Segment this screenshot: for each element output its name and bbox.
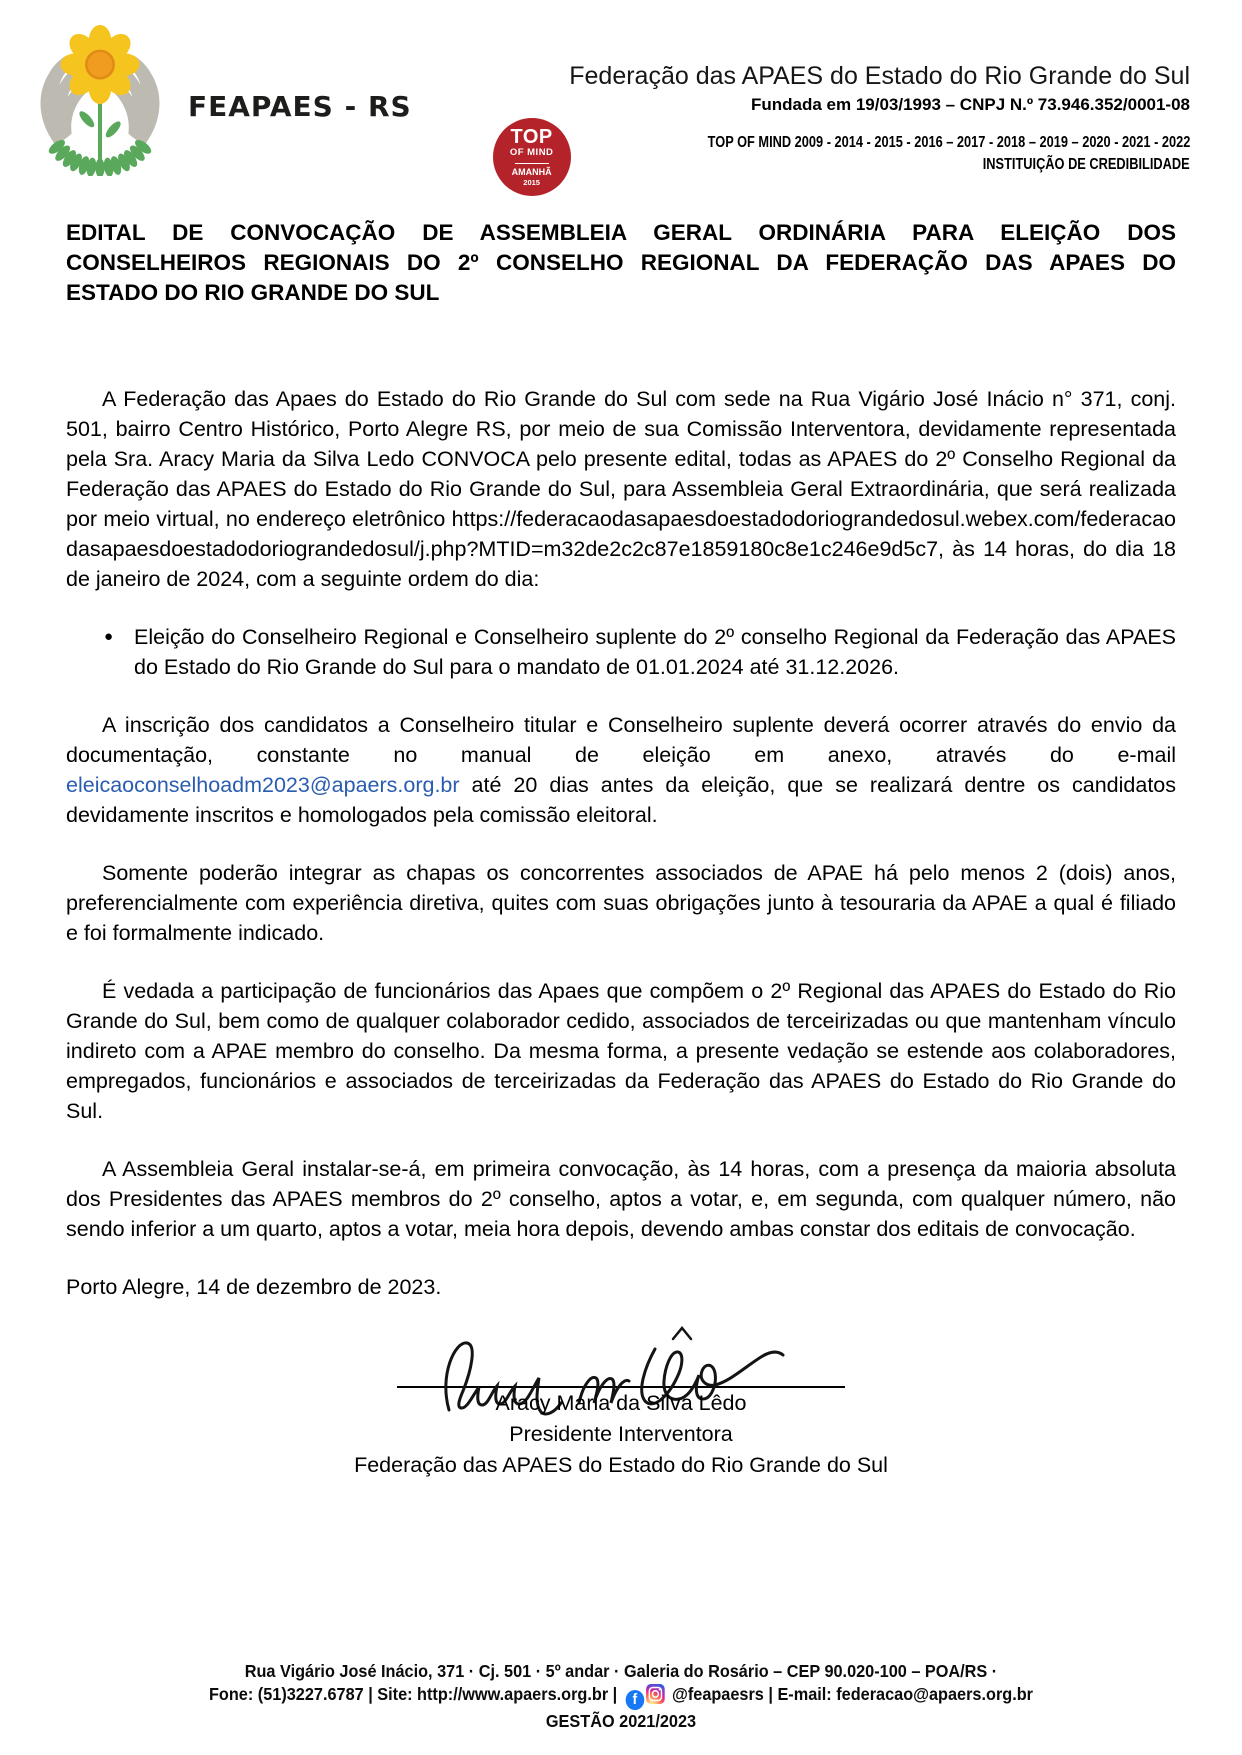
- social-handle: @feapaesrs: [671, 1684, 764, 1704]
- feapaes-logo: [24, 24, 412, 176]
- facebook-icon: f: [625, 1690, 644, 1710]
- agenda-item-text: Eleição do Conselheiro Regional e Conselheiro suplente do 2º conselho Regional da Federação das APAES do Estado do Rio Grande do Sul para o mandato de 01.01.2024 até 31.12.2026.: [134, 625, 1176, 679]
- paragraph-registration: [66, 710, 1176, 830]
- election-email-link[interactable]: eleicaoconselhoadm2023@apaers.org.br: [66, 773, 460, 797]
- paragraph-convocation-tail: , às 14 horas, do dia 18 de janeiro de 2024, com a seguinte ordem do dia:: [66, 537, 1176, 591]
- paragraph-convocation-text: A Federação das Apaes do Estado do Rio Grande do Sul com sede na Rua Vigário José Inácio n° 371, conj. 501, bairro Centro Histórico, Porto Alegre RS, por meio de sua Comissão Interventora, devidamente representada pela Sra. Aracy Maria da Silva Ledo CONVOCA pelo presente edital, todas as APAES do 2º Conselho Regional da Federação das APAES do Estado do Rio Grande do Sul, para Assembleia Geral Extraordinária, que será realizada por meio virtual, no endereço eletrônico: [66, 387, 1176, 531]
- instagram-icon: [646, 1684, 665, 1704]
- credibility-line: INSTITUIÇÃO DE CREDIBILIDADE: [983, 156, 1190, 173]
- footer-contact-prefix: Fone: (51)3227.6787 | Site: http://www.apaers.org.br |: [208, 1684, 622, 1704]
- document-body: [66, 218, 1176, 1481]
- paragraph-registration-text: A inscrição dos candidatos a Conselheiro titular e Conselheiro suplente deverá ocorrer através do envio da documentação, constante no manual de eleição em anexo, através do e-mail: [66, 713, 1176, 767]
- footer-address: Rua Vigário José Inácio, 371 · Cj. 501 · 5º andar · Galeria do Rosário – CEP 90.020-100 – POA/RS ·: [244, 1661, 998, 1681]
- letterhead-right: [493, 62, 1190, 196]
- title-line: EDITAL DE CONVOCAÇÃO DE ASSEMBLEIA GERAL ORDINÁRIA PARA ELEIÇÃO DOS: [66, 220, 1176, 245]
- document-title: [66, 218, 1176, 308]
- top-of-mind-lines: [587, 122, 1190, 176]
- place-date-line: Porto Alegre, 14 de dezembro de 2023.: [66, 1275, 442, 1299]
- footer-contact: [43, 1683, 1198, 1710]
- founded-cnpj-line: Fundada em 19/03/1993 – CNPJ N.º 73.946.352/0001-08: [750, 95, 1190, 114]
- agenda-list-item: [66, 622, 1176, 682]
- letterhead-header: [0, 0, 1242, 198]
- signature-block: [66, 1314, 1176, 1481]
- brand-name: FEAPAES - RS: [188, 90, 412, 123]
- flower-in-hands-icon: [24, 24, 176, 176]
- title-line: ESTADO DO RIO GRANDE DO SUL: [66, 280, 440, 305]
- signer-organization: Federação das APAES do Estado do Rio Grande do Sul: [354, 1453, 888, 1477]
- badge-year-text: 2015: [523, 177, 540, 187]
- badge-ofmind-text: OF MIND: [509, 147, 554, 159]
- badge-divider: [515, 163, 549, 164]
- footer-management: GESTÃO 2021/2023: [545, 1711, 697, 1731]
- webex-meeting-url: https://federacaodasapaesdoestadodoriograndedosul.webex.com/federacaodasapaesdoestadodoriograndedosul/j.php?MTID=m32de2c2c87e1859180c8e1c246e9d5c7: [66, 507, 1176, 561]
- paragraph-registration-tail: até 20 dias antes da eleição, que se realizará dentre os candidatos devidamente inscritos e homologados pela comissão eleitoral.: [66, 773, 1176, 827]
- top-of-mind-years: TOP OF MIND 2009 - 2014 - 2015 - 2016 – 2017 - 2018 – 2019 – 2020 - 2021 - 2022: [707, 134, 1190, 151]
- top-of-mind-row: [493, 122, 1190, 196]
- signer-role: Presidente Interventora: [509, 1422, 733, 1446]
- signer-name: Aracy Maria da Silva Lêdo: [495, 1391, 747, 1415]
- bullet-icon: ●: [104, 628, 114, 645]
- paragraph-quorum: A Assembleia Geral instalar-se-á, em primeira convocação, às 14 horas, com a presença da maioria absoluta dos Presidentes das APAES membros do 2º conselho, aptos a votar, e, em segunda, com qualquer número, não sendo inferior a um quarto, aptos a votar, meia hora depois, devendo ambas constar dos editais de convocação.: [66, 1157, 1176, 1241]
- paragraph-eligibility: Somente poderão integrar as chapas os concorrentes associados de APAE há pelo menos 2 (dois) anos, preferencialmente com experiência diretiva, quites com suas obrigações junto à tesouraria da APAE a qual é filiado e foi formalmente indicado.: [66, 861, 1176, 945]
- organization-name: Federação das APAES do Estado do Rio Grande do Sul: [569, 62, 1190, 90]
- top-of-mind-badge-icon: [493, 118, 571, 196]
- badge-amanha-text: AMANHÃ: [511, 166, 552, 177]
- letterhead-footer: [0, 1660, 1242, 1733]
- title-line: CONSELHEIROS REGIONAIS DO 2º CONSELHO REGIONAL DA FEDERAÇÃO DAS APAES DO: [66, 250, 1176, 275]
- footer-contact-suffix: | E-mail: federacao@apaers.org.br: [763, 1684, 1034, 1704]
- paragraph-convocation: [66, 384, 1176, 594]
- paragraph-restrictions: É vedada a participação de funcionários das Apaes que compõem o 2º Regional das APAES do Estado do Rio Grande do Sul, bem como de qualquer colaborador cedido, associados de terceirizadas ou que mantenham vínculo indireto com a APAE membro do conselho. Da mesma forma, a presente vedação se estende aos colaboradores, empregados, funcionários e associados de terceirizadas da Federação das APAES do Estado do Rio Grande do Sul.: [66, 979, 1176, 1123]
- badge-top-text: TOP: [510, 126, 553, 149]
